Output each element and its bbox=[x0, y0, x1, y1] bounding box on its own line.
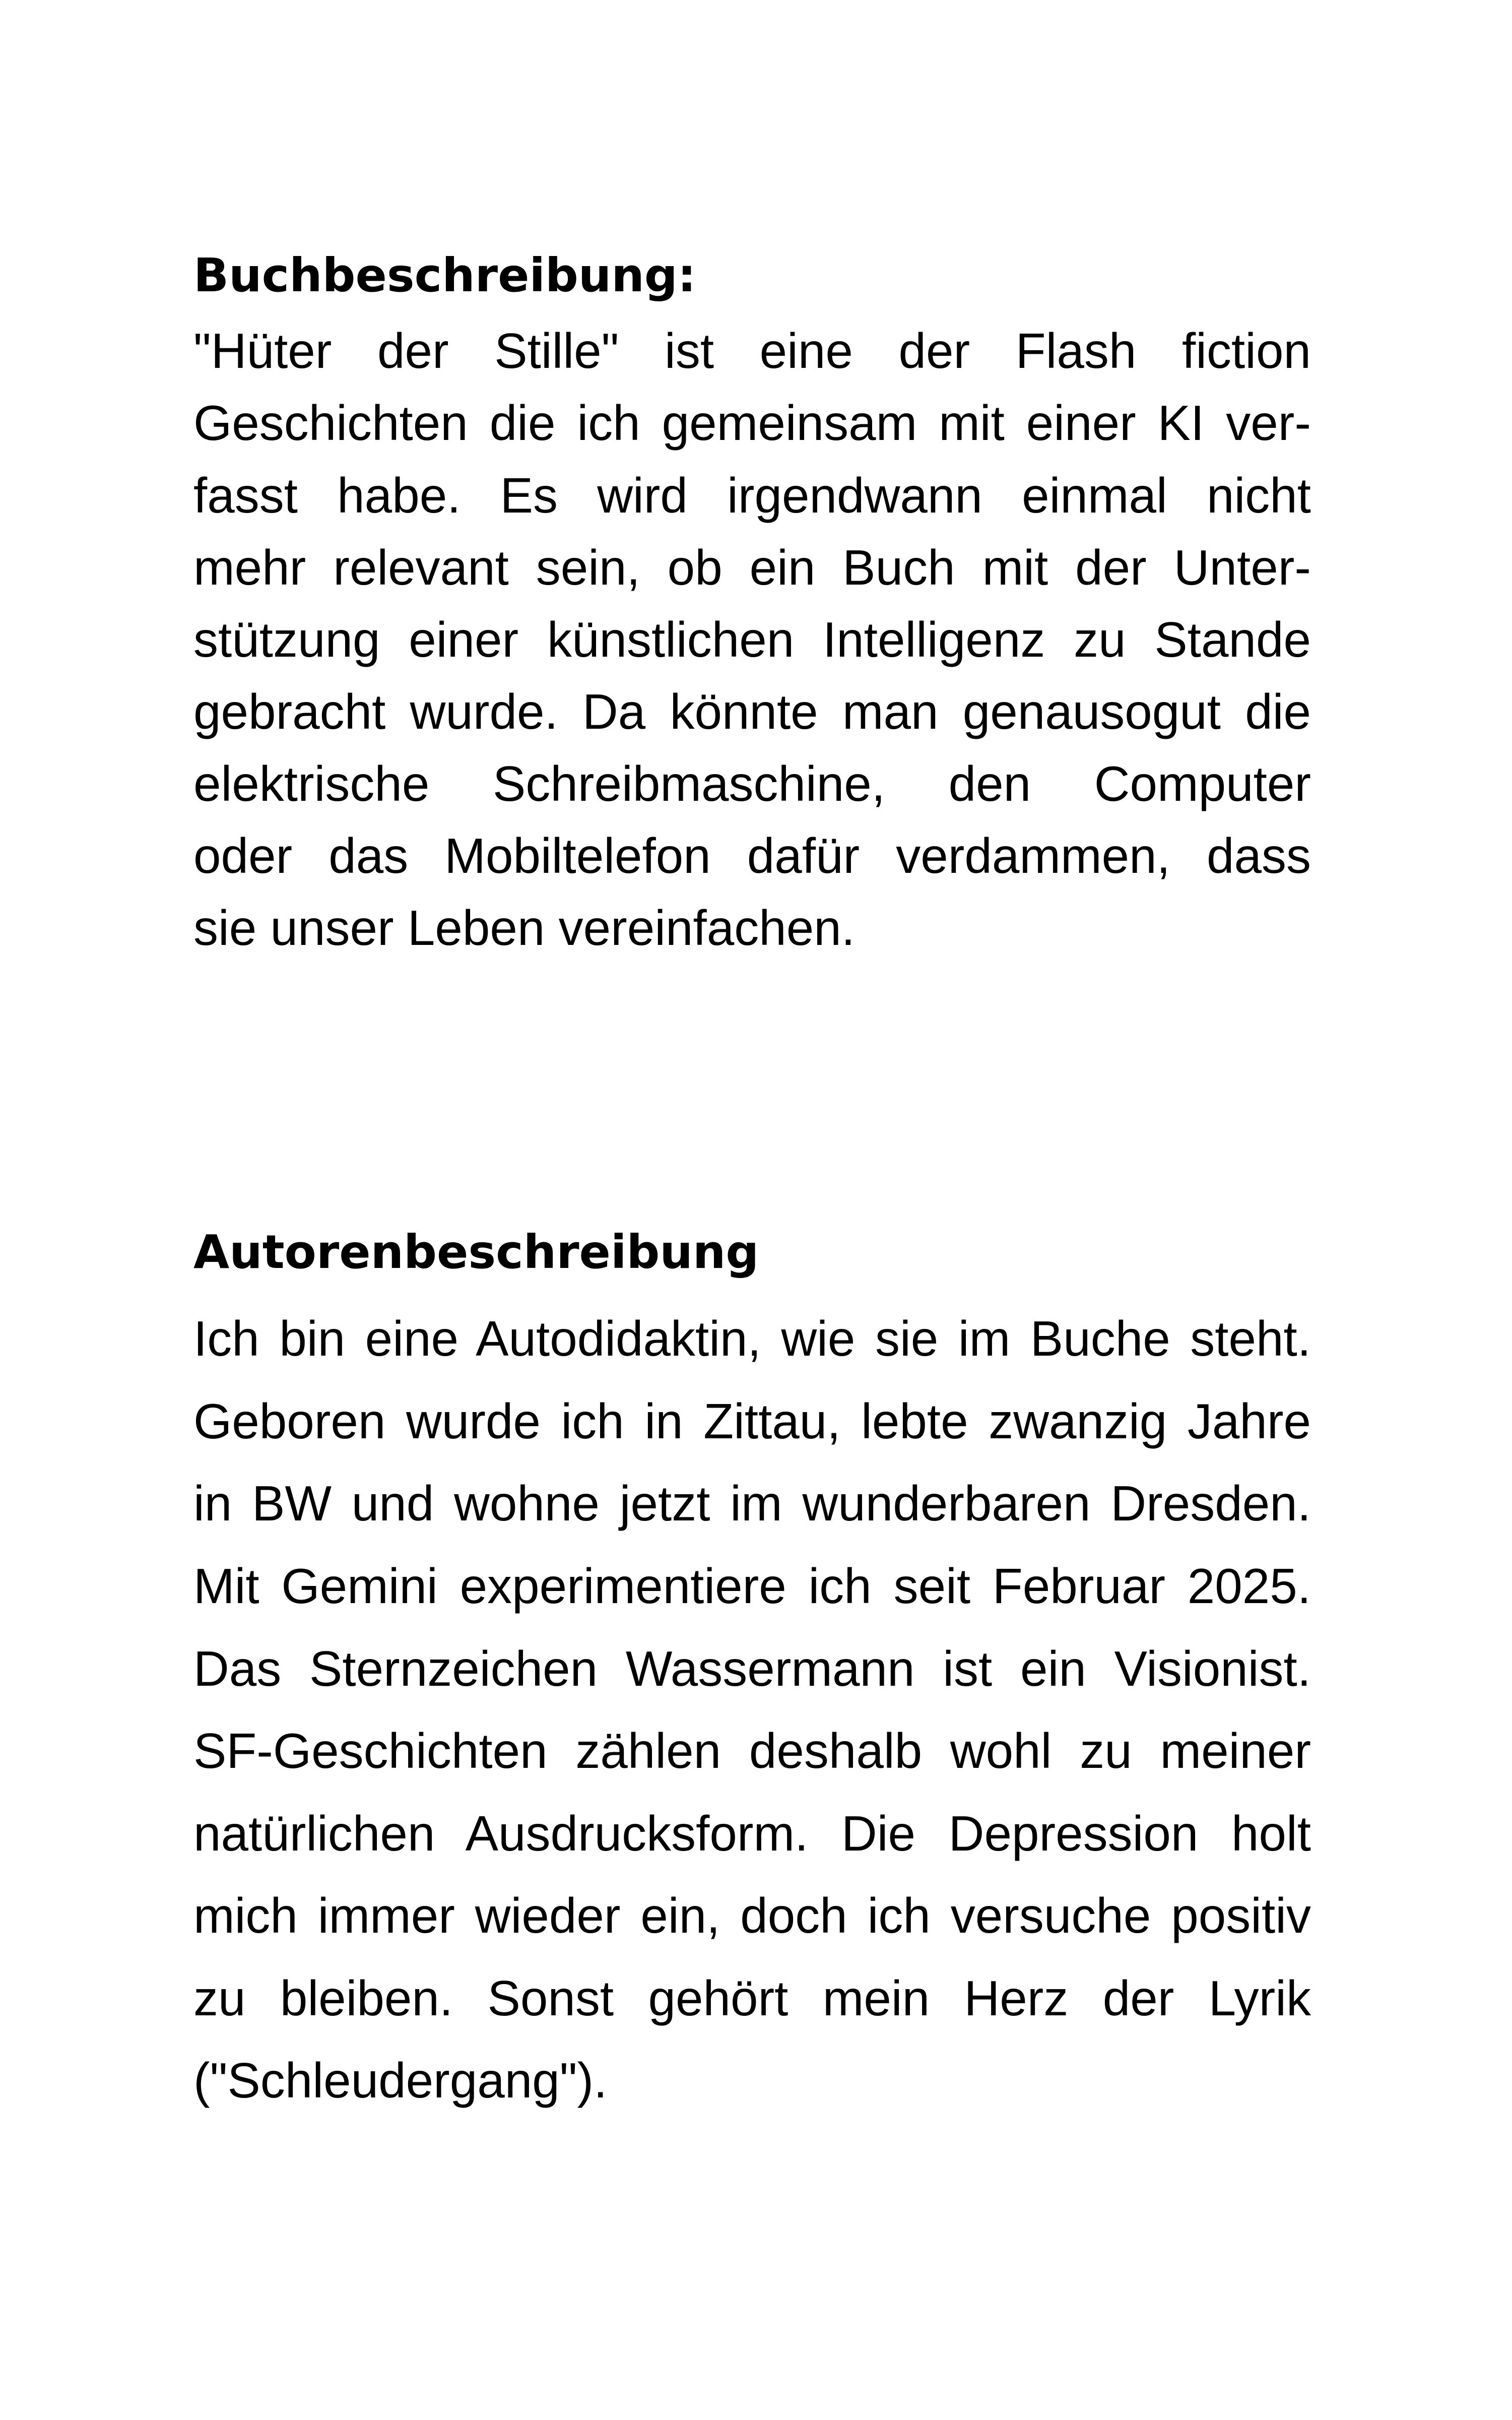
book-description-line: Geschichten die ich gemeinsam mit einer KI ver- bbox=[193, 395, 1311, 451]
book-description-line: "Hüter der Stille" ist eine der Flash fiction bbox=[193, 323, 1311, 378]
author-description-line: Mit Gemini experimentiere ich seit Februar 2025. bbox=[193, 1558, 1311, 1614]
book-description-line: oder das Mobiltelefon dafür verdammen, dass bbox=[193, 828, 1311, 883]
author-description-line: natürlichen Ausdrucksform. Die Depression holt bbox=[193, 1806, 1311, 1861]
author-description-heading: Autorenbeschreibung bbox=[193, 1225, 759, 1279]
book-description-line: mehr relevant sein, ob ein Buch mit der Unter- bbox=[193, 540, 1311, 595]
author-description-line: in BW und wohne jetzt im wunderbaren Dresden. bbox=[193, 1476, 1311, 1531]
author-description-line: mich immer wieder ein, doch ich versuche positiv bbox=[193, 1888, 1311, 1943]
book-description-line: sie unser Leben vereinfachen. bbox=[193, 900, 855, 956]
author-description-line: zu bleiben. Sonst gehört mein Herz der Lyrik bbox=[193, 1970, 1311, 2026]
book-description-line: fasst habe. Es wird irgendwann einmal nicht bbox=[193, 468, 1311, 523]
book-description-line: stützung einer künstlichen Intelligenz zu Stande bbox=[193, 612, 1311, 667]
author-description-line: Ich bin eine Autodidaktin, wie sie im Buche steht. bbox=[193, 1311, 1311, 1366]
author-description-line: ("Schleudergang"). bbox=[193, 2053, 608, 2108]
author-description-line: SF-Geschichten zählen deshalb wohl zu meiner bbox=[193, 1723, 1311, 1778]
book-description-line: elektrische Schreibmaschine, den Computer bbox=[193, 756, 1311, 811]
author-description-line: Das Sternzeichen Wassermann ist ein Visionist. bbox=[193, 1641, 1311, 1696]
book-description-line: gebracht wurde. Da könnte man genausogut die bbox=[193, 684, 1311, 739]
author-description-line: Geboren wurde ich in Zittau, lebte zwanzig Jahre bbox=[193, 1393, 1311, 1449]
book-description-heading: Buchbeschreibung: bbox=[193, 248, 696, 302]
